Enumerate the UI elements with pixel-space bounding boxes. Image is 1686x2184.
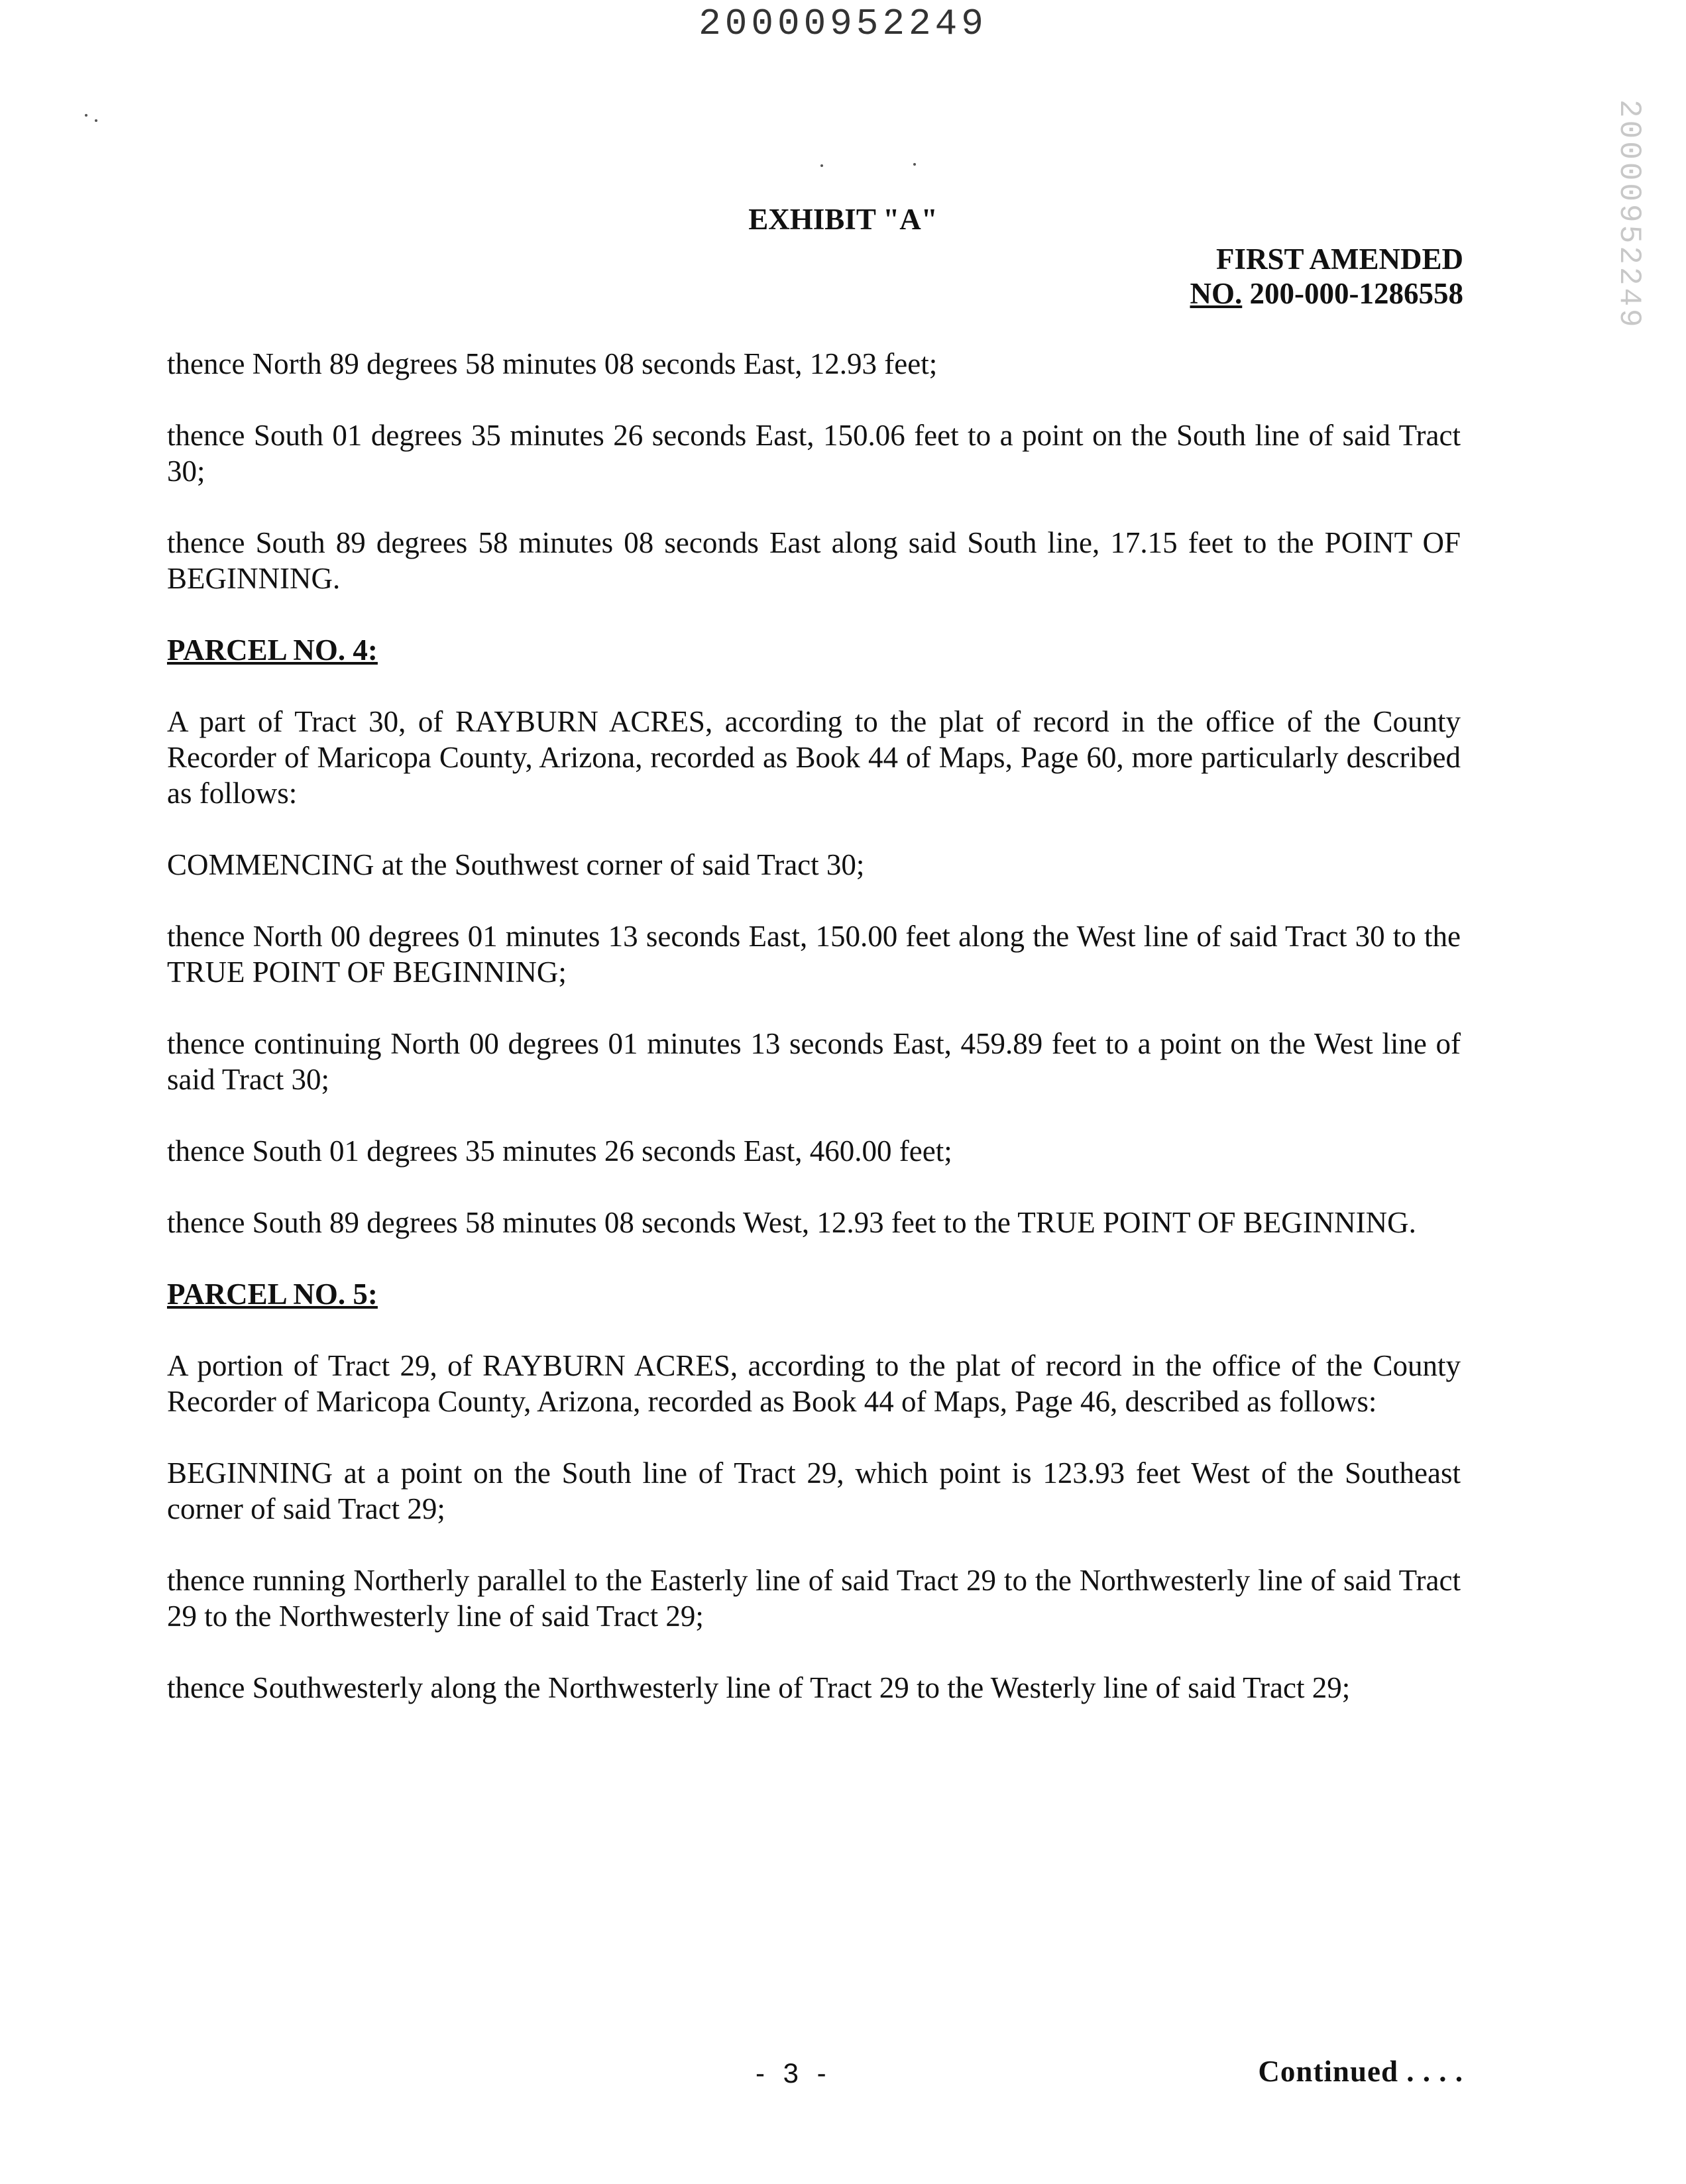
paragraph: thence Southwesterly along the Northwesterly line of Tract 29 to the Westerly line of said Tract 29; bbox=[167, 1671, 1351, 1704]
paragraph: thence South 89 degrees 58 minutes 08 seconds East along said South line, 17.15 feet to the POINT OF BEGINNING. bbox=[167, 526, 1461, 595]
paragraph: COMMENCING at the Southwest corner of said Tract 30; bbox=[167, 848, 865, 881]
exhibit-title: EXHIBIT "A" bbox=[748, 203, 938, 236]
paragraph: BEGINNING at a point on the South line of Tract 29, which point is 123.93 feet West of the Southeast corner of said Tract 29; bbox=[167, 1456, 1461, 1525]
paragraph: thence South 89 degrees 58 minutes 08 seconds West, 12.93 feet to the TRUE POINT OF BEGINNING. bbox=[167, 1206, 1416, 1239]
side-recording-stamp: 20000952249 bbox=[1612, 99, 1646, 330]
case-number: 200-000-1286558 bbox=[1242, 277, 1463, 310]
legal-description bbox=[167, 346, 1461, 1741]
paragraph: A portion of Tract 29, of RAYBURN ACRES, according to the plat of record in the office of the County Recorder of Maricopa County, Arizona, recorded as Book 44 of Maps, Page 46, described as follows: bbox=[167, 1349, 1461, 1418]
paragraph: thence running Northerly parallel to the Easterly line of said Tract 29 to the Northwesterly line of said Tract 29 to the Northwesterly line of said Tract 29; bbox=[167, 1564, 1461, 1633]
case-number-prefix: NO. bbox=[1190, 277, 1243, 310]
scan-speck bbox=[85, 114, 87, 117]
paragraph: thence South 01 degrees 35 minutes 26 seconds East, 150.06 feet to a point on the South line of said Tract 30; bbox=[167, 419, 1461, 488]
paragraph: thence North 89 degrees 58 minutes 08 seconds East, 12.93 feet; bbox=[167, 347, 938, 380]
continued-note: Continued . . . . bbox=[1258, 2055, 1463, 2088]
case-number-line bbox=[1190, 276, 1463, 311]
parcel-5-heading: PARCEL NO. 5: bbox=[167, 1278, 378, 1311]
scan-speck bbox=[95, 119, 97, 122]
recording-number: 20000952249 bbox=[699, 3, 987, 45]
paragraph: thence continuing North 00 degrees 01 minutes 13 seconds East, 459.89 feet to a point on the West line of said Tract 30; bbox=[167, 1027, 1461, 1096]
parcel-4-heading: PARCEL NO. 4: bbox=[167, 633, 378, 667]
paragraph: A part of Tract 30, of RAYBURN ACRES, according to the plat of record in the office of the County Recorder of Maricopa County, Arizona, recorded as Book 44 of Maps, Page 60, more particularly described as follows: bbox=[167, 705, 1461, 810]
paragraph: thence North 00 degrees 01 minutes 13 seconds East, 150.00 feet along the West line of said Tract 30 to the TRUE POINT OF BEGINNING; bbox=[167, 920, 1461, 989]
amended-block bbox=[1190, 242, 1463, 311]
scan-speck bbox=[820, 164, 823, 167]
amended-label: FIRST AMENDED bbox=[1216, 243, 1463, 276]
scan-speck bbox=[913, 163, 916, 166]
paragraph: thence South 01 degrees 35 minutes 26 seconds East, 460.00 feet; bbox=[167, 1134, 952, 1168]
page-number: - 3 - bbox=[756, 2057, 832, 2089]
